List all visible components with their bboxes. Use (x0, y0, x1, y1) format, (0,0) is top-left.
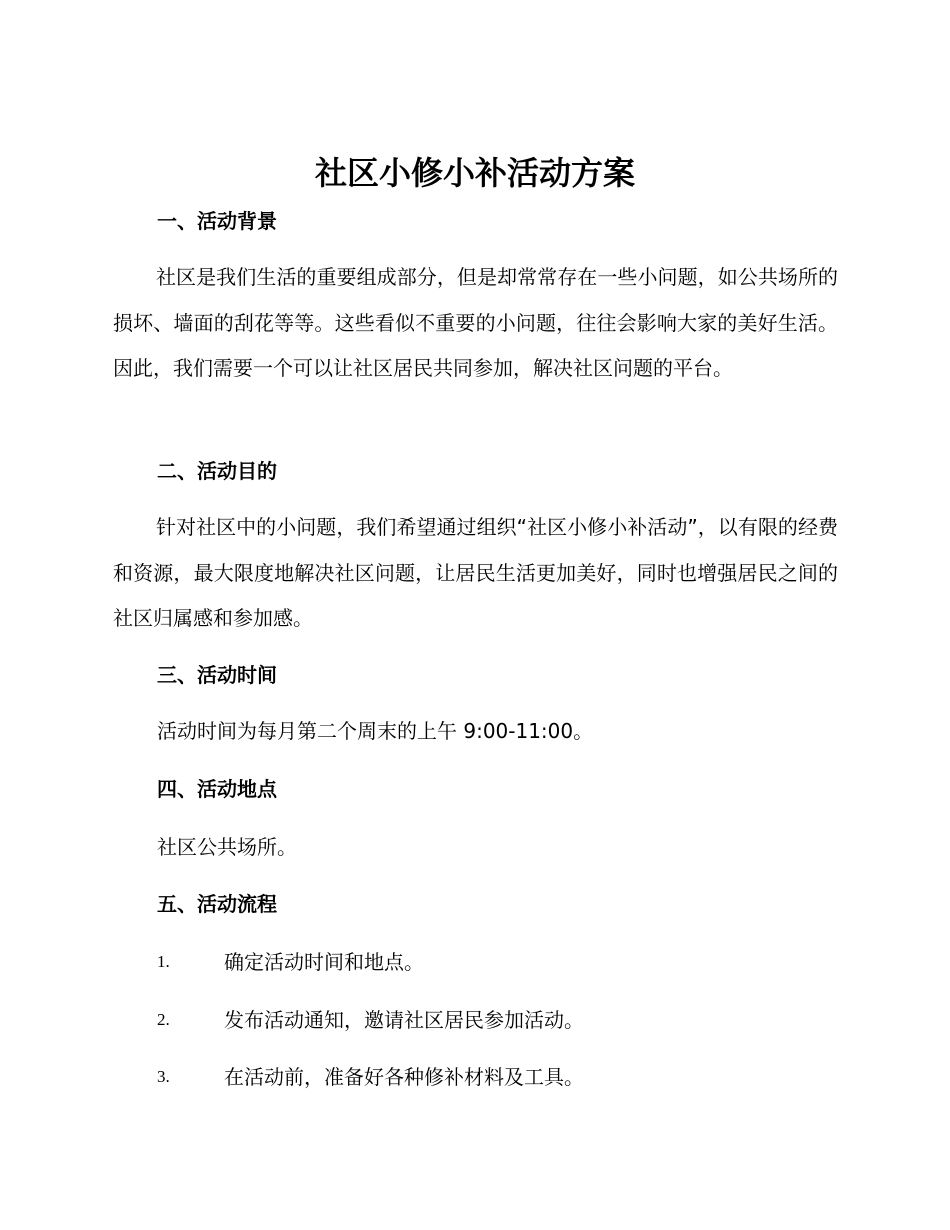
section-heading-time: 三、活动时间 (157, 663, 277, 687)
document-title: 社区小修小补活动方案 (314, 154, 635, 192)
section-heading-location: 四、活动地点 (157, 777, 277, 801)
section-heading-background: 一、活动背景 (157, 209, 277, 233)
section-heading-purpose: 二、活动目的 (157, 459, 277, 483)
section-heading-process: 五、活动流程 (157, 892, 277, 916)
section-paragraph-location: 社区公共场所。 (157, 835, 297, 859)
list-item-text: 在活动前，准备好各种修补材料及工具。 (224, 1065, 584, 1089)
list-item-text: 确定活动时间和地点。 (224, 950, 424, 974)
section-paragraph-time: 活动时间为每月第二个周末的上午 9:00-11:00。 (157, 719, 594, 743)
list-item-number: 1. (157, 952, 170, 971)
list-item-number: 3. (157, 1067, 170, 1086)
list-item-number: 2. (157, 1010, 170, 1029)
section-paragraph-background: 社区是我们生活的重要组成部分，但是却常常存在一些小问题，如公共场所的损坏、墙面的刮花等等。这些看似不重要的小问题，往往会影响大家的美好生活。因此，我们需要一个可以让社区居民共同参加，解决社区问题的平台。 (113, 265, 838, 380)
section-paragraph-purpose: 针对社区中的小问题，我们希望通过组织“社区小修小补活动”，以有限的经费和资源，最大限度地解决社区问题，让居民生活更加美好，同时也增强居民之间的社区归属感和参加感。 (113, 515, 838, 630)
list-item-text: 发布活动通知，邀请社区居民参加活动。 (224, 1008, 584, 1032)
